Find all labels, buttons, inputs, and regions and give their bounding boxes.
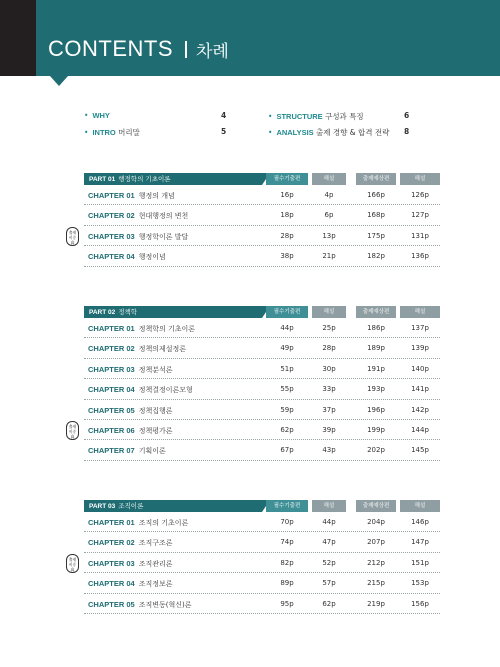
- high-weight-badge: 출제 비중 高: [66, 227, 79, 246]
- chapter-label: CHAPTER 04 행정이념: [88, 252, 166, 262]
- chapter-label: CHAPTER 07 기획이론: [88, 446, 166, 456]
- col-head-solution: 해설: [400, 500, 440, 512]
- high-weight-badge: 출제 비중 高: [66, 421, 79, 440]
- col-head-required: 필수기출편: [266, 173, 308, 185]
- chapter-label: CHAPTER 01 정책학의 기초이론: [88, 324, 196, 333]
- title-english: CONTENTS: [48, 36, 173, 61]
- chapter-row[interactable]: CHAPTER 03 조직관리론 82p 52p 212p 151p: [84, 553, 440, 573]
- col-head-solution: 해설: [400, 173, 440, 185]
- chapter-row[interactable]: CHAPTER 05 조직변동(혁신)론 95p 62p 219p 156p: [84, 594, 440, 614]
- chapter-row[interactable]: CHAPTER 01 행정의 개념 16p 4p 166p 126p: [84, 185, 440, 205]
- col-head-expected: 출제예상편: [356, 500, 396, 512]
- chapter-row[interactable]: CHAPTER 07 기획이론 67p 43p 202p 145p: [84, 440, 440, 460]
- bullet-icon: •: [268, 112, 273, 121]
- chapter-row[interactable]: CHAPTER 05 정책집행론 59p 37p 196p 142p: [84, 400, 440, 420]
- part-header: [84, 173, 440, 185]
- chapter-row[interactable]: CHAPTER 01 조직의 기초이론 70p 44p 204p 146p: [84, 512, 440, 532]
- col-head-required: 필수기출편: [266, 306, 308, 318]
- chapter-row[interactable]: CHAPTER 04 정책결정이론모형 55p 33p 193p 141p: [84, 379, 440, 399]
- chapter-label: CHAPTER 03 정책분석론: [88, 364, 173, 374]
- col-head-solution: 해설: [312, 500, 346, 512]
- chapter-row[interactable]: CHAPTER 02 정책의제설정론 49p 28p 189p 139p: [84, 338, 440, 358]
- chapter-label: CHAPTER 05 조직변동(혁신)론: [88, 599, 192, 609]
- part-02-section: [84, 306, 440, 461]
- part-01-section: [84, 173, 440, 267]
- col-head-solution: 해설: [312, 306, 346, 318]
- toc-item-intro[interactable]: • INTRO 머리말: [84, 128, 140, 137]
- page-title: [48, 36, 229, 62]
- chapter-label: CHAPTER 01 행정의 개념: [88, 191, 175, 200]
- bullet-icon: •: [84, 111, 89, 120]
- part-title[interactable]: PART 02 정책학: [84, 306, 262, 318]
- toc-page-intro: 5: [221, 127, 227, 136]
- chapter-label: CHAPTER 06 정책평가론: [88, 425, 173, 435]
- col-head-required: 필수기출편: [266, 500, 308, 512]
- chapter-label: CHAPTER 04 정책결정이론모형: [88, 385, 193, 395]
- title-korean: 차례: [196, 41, 229, 62]
- chapter-label: CHAPTER 02 현대행정의 변천: [88, 211, 189, 221]
- chapter-label: CHAPTER 02 조직구조론: [88, 538, 173, 548]
- header-dark-strip: [0, 0, 36, 76]
- bullet-icon: •: [268, 128, 273, 137]
- chapter-label: CHAPTER 04 조직정보론: [88, 579, 173, 589]
- toc-page-why: 4: [221, 111, 227, 120]
- col-head-expected: 출제예상편: [356, 173, 396, 185]
- toc-page-structure: 6: [404, 111, 410, 120]
- chapter-row[interactable]: CHAPTER 04 조직정보론 89p 57p 215p 153p: [84, 573, 440, 593]
- chapter-row[interactable]: CHAPTER 02 조직구조론 74p 47p 207p 147p: [84, 532, 440, 552]
- part-title[interactable]: PART 01 행정학의 기초이론: [84, 173, 262, 185]
- chapter-row[interactable]: CHAPTER 04 행정이념 38p 21p 182p 136p: [84, 246, 440, 266]
- toc-item-structure[interactable]: • STRUCTURE 구성과 특징: [268, 112, 364, 121]
- part-03-section: [84, 500, 440, 614]
- high-weight-badge: 출제 비중 高: [66, 554, 79, 573]
- chapter-row[interactable]: CHAPTER 02 현대행정의 변천 18p 6p 168p 127p: [84, 205, 440, 225]
- chapter-label: CHAPTER 02 정책의제설정론: [88, 344, 187, 354]
- chapter-label: CHAPTER 03 조직관리론: [88, 558, 173, 568]
- toc-item-analysis[interactable]: • ANALYSIS 출제 경향 & 합격 전략: [268, 128, 390, 137]
- part-header: [84, 306, 440, 318]
- toc-item-why[interactable]: • WHY: [84, 111, 110, 120]
- col-head-solution: 해설: [312, 173, 346, 185]
- chapter-label: CHAPTER 05 정책집행론: [88, 405, 173, 415]
- chapter-row[interactable]: CHAPTER 01 정책학의 기초이론 44p 25p 186p 137p: [84, 318, 440, 338]
- chapter-label: CHAPTER 03 행정학이론 발달: [88, 231, 189, 241]
- col-head-solution: 해설: [400, 306, 440, 318]
- bullet-icon: •: [84, 128, 89, 137]
- chapter-row[interactable]: CHAPTER 03 행정학이론 발달 28p 13p 175p 131p: [84, 226, 440, 246]
- chapter-row[interactable]: CHAPTER 03 정책분석론 51p 30p 191p 140p: [84, 359, 440, 379]
- part-header: [84, 500, 440, 512]
- toc-page-analysis: 8: [404, 127, 410, 136]
- part-title[interactable]: PART 03 조직이론: [84, 500, 262, 512]
- chapter-label: CHAPTER 01 조직의 기초이론: [88, 518, 189, 527]
- header-notch: [50, 76, 68, 86]
- chapter-row[interactable]: CHAPTER 06 정책평가론 62p 39p 199p 144p: [84, 420, 440, 440]
- col-head-expected: 출제예상편: [356, 306, 396, 318]
- title-divider: [185, 41, 187, 58]
